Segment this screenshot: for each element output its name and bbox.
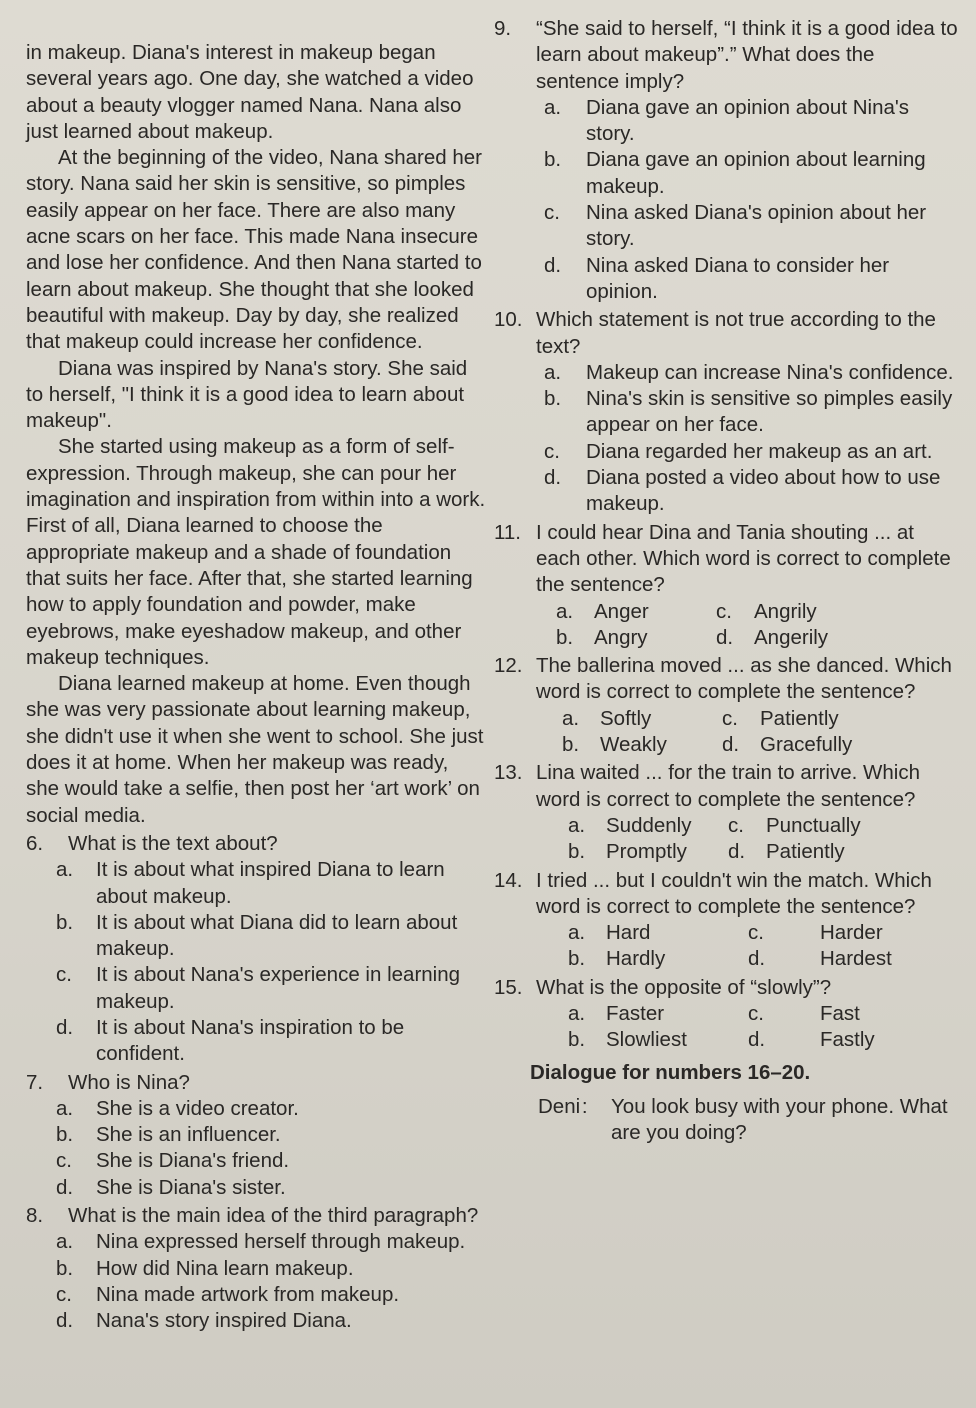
passage-paragraph-1: in makeup. Diana's interest in makeup began several years ago. One day, she watched a video about a beauty vlogger named Nana. Nana also just learned about makeup.: [26, 41, 474, 143]
option-a[interactable]: a. Diana gave an opinion about Nina's story.: [494, 95, 960, 148]
question-number: 6.: [26, 831, 44, 855]
question-15: [494, 975, 960, 1001]
question-10: [494, 307, 960, 360]
option-text: Nina made artwork from makeup.: [96, 1282, 400, 1306]
question-9: [494, 16, 960, 95]
option-c[interactable]: c. It is about Nana's experience in learning makeup.: [26, 962, 486, 1015]
option-c[interactable]: c. Angrily: [716, 599, 960, 625]
question-number: 9.: [494, 17, 512, 40]
option-text: Diana gave an opinion about learning makeup.: [586, 148, 926, 198]
dialogue-heading: Dialogue for numbers 16–20.: [530, 1060, 811, 1084]
option-b[interactable]: b. Slowliest: [568, 1027, 748, 1053]
option-b[interactable]: b. Nina's skin is sensitive so pimples easily appear on her face.: [494, 386, 960, 439]
passage-paragraph-5: Diana learned makeup at home. Even though she was very passionate about learning makeup, she didn't use it when she went to school. She just does it at home. When her makeup was ready, she would take a selfie, then post her ‘art work’ on social media.: [26, 672, 484, 827]
option-text: She is Diana's sister.: [96, 1175, 286, 1199]
question-text: Which statement is not true according to the text?: [536, 308, 936, 358]
option-d[interactable]: d. Fastly: [748, 1027, 960, 1053]
option-text: Faster: [606, 1001, 665, 1025]
dialogue-text: You look busy with your phone. What are you doing?: [611, 1094, 948, 1145]
question-number: 10.: [494, 308, 523, 332]
option-text: It is about Nana's inspiration to be confident.: [96, 1015, 405, 1066]
option-d[interactable]: d. She is Diana's sister.: [26, 1175, 486, 1201]
option-text: Anger: [594, 599, 649, 623]
option-c[interactable]: c. Diana regarded her makeup as an art.: [494, 439, 960, 465]
question-text: “She said to herself, “I think it is a good idea to learn about makeup”.” What does the sentence imply?: [536, 17, 958, 93]
question-number: 12.: [494, 654, 523, 678]
question-number: 7.: [26, 1070, 44, 1094]
option-b[interactable]: b. Angry: [556, 625, 716, 651]
option-text: Weakly: [600, 733, 667, 757]
option-c[interactable]: c. Nina asked Diana's opinion about her story.: [494, 200, 960, 253]
question-text: Lina waited ... for the train to arrive. Which word is correct to complete the sentence?: [536, 761, 920, 811]
option-a[interactable]: a. Nina expressed herself through makeup.: [26, 1229, 486, 1255]
passage-paragraph-4: She started using makeup as a form of self-expression. Through makeup, she can pour her imagination and inspiration from within into a work. First of all, Diana learned to choose the appropriate makeup and a shade of foundation that suits her face. After that, she started learning how to apply foundation and powder, make eyebrows, make eyeshadow makeup, and other makeup techniques.: [26, 435, 486, 669]
option-text: It is about what Diana did to learn about makeup.: [96, 910, 458, 961]
option-text: Gracefully: [760, 733, 853, 757]
question-text: What is the main idea of the third paragraph?: [68, 1204, 479, 1228]
question-11: [494, 520, 960, 599]
option-text: Fast: [820, 1001, 860, 1025]
option-d[interactable]: d. Gracefully: [722, 732, 960, 758]
option-text: Nana's story inspired Diana.: [96, 1309, 352, 1333]
option-c[interactable]: c. Patiently: [722, 706, 960, 732]
option-text: Punctually: [766, 813, 861, 837]
question-6: [26, 831, 486, 857]
option-a[interactable]: a. It is about what inspired Diana to learn about makeup.: [26, 857, 486, 910]
options-grid: [562, 706, 960, 759]
option-text: Hard: [606, 921, 651, 945]
option-text: Hardest: [820, 947, 892, 971]
option-c[interactable]: c. Nina made artwork from makeup.: [26, 1282, 486, 1308]
option-c[interactable]: c. She is Diana's friend.: [26, 1148, 486, 1174]
option-d[interactable]: d. Nina asked Diana to consider her opinion.: [494, 253, 960, 306]
dialogue-line: [538, 1094, 960, 1147]
option-c[interactable]: c. Fast: [748, 1001, 960, 1027]
option-text: Slowliest: [606, 1028, 687, 1052]
question-text: Who is Nina?: [68, 1070, 190, 1094]
option-b[interactable]: b. She is an influencer.: [26, 1122, 486, 1148]
question-number: 15.: [494, 975, 523, 999]
option-text: Angerily: [754, 625, 829, 649]
option-text: She is an influencer.: [96, 1123, 281, 1147]
question-text: What is the opposite of “slowly”?: [536, 975, 832, 999]
option-b[interactable]: b. Promptly: [568, 839, 728, 865]
options-grid: [556, 599, 960, 652]
question-text: I could hear Dina and Tania shouting ... at each other. Which word is correct to complete the sentence?: [536, 520, 951, 597]
option-a[interactable]: a. She is a video creator.: [26, 1096, 486, 1122]
option-text: Diana posted a video about how to use makeup.: [586, 466, 941, 516]
option-b[interactable]: b. Weakly: [562, 732, 722, 758]
option-a[interactable]: a. Softly: [562, 706, 722, 732]
question-text: I tried ... but I couldn't win the match. Which word is correct to complete the sentence?: [536, 868, 932, 918]
options-grid: [568, 1001, 960, 1054]
option-text: How did Nina learn makeup.: [96, 1256, 354, 1280]
option-text: Diana regarded her makeup as an art.: [586, 439, 933, 463]
option-c[interactable]: c. Punctually: [728, 813, 960, 839]
right-column: [494, 14, 960, 1146]
option-c[interactable]: c. Harder: [748, 920, 960, 946]
option-text: Hardly: [606, 947, 666, 971]
option-text: Suddenly: [606, 813, 692, 837]
option-b[interactable]: b. How did Nina learn makeup.: [26, 1256, 486, 1282]
option-text: Patiently: [766, 840, 845, 864]
question-text: What is the text about?: [68, 831, 278, 855]
option-d[interactable]: d. Hardest: [748, 946, 960, 972]
option-d[interactable]: d. Angerily: [716, 625, 960, 651]
option-a[interactable]: a. Makeup can increase Nina's confidence.: [494, 360, 960, 386]
question-14: [494, 868, 960, 921]
option-text: It is about what inspired Diana to learn about makeup.: [96, 858, 445, 908]
option-b[interactable]: b. Hardly: [568, 946, 748, 972]
option-text: Diana gave an opinion about Nina's story.: [586, 95, 910, 146]
option-text: Angrily: [754, 599, 817, 623]
question-number: 13.: [494, 761, 523, 785]
question-7: [26, 1070, 486, 1096]
question-12: [494, 653, 960, 706]
option-a[interactable]: a. Hard: [568, 920, 748, 946]
option-text: Nina expressed herself through makeup.: [96, 1230, 466, 1254]
options-grid: [568, 813, 960, 866]
left-column: [26, 40, 486, 1335]
option-text: Nina's skin is sensitive so pimples easily appear on her face.: [586, 387, 953, 437]
speaker-name: Deni: [538, 1094, 581, 1118]
option-text: Nina asked Diana to consider her opinion.: [586, 253, 890, 303]
option-text: She is a video creator.: [96, 1096, 299, 1120]
option-d[interactable]: d. Nana's story inspired Diana.: [26, 1308, 486, 1334]
passage-paragraph-3: Diana was inspired by Nana's story. She said to herself, "I think it is a good idea to learn about makeup".: [26, 356, 468, 433]
option-text: Angry: [594, 625, 648, 649]
option-a[interactable]: a. Suddenly: [568, 813, 728, 839]
options-grid: [568, 920, 960, 973]
option-a[interactable]: a. Anger: [556, 599, 716, 625]
option-text: Patiently: [760, 706, 839, 730]
option-text: Promptly: [606, 840, 687, 864]
option-text: Makeup can increase Nina's confidence.: [586, 360, 954, 384]
option-text: She is Diana's friend.: [96, 1149, 290, 1173]
question-text: The ballerina moved ... as she danced. Which word is correct to complete the sentence?: [536, 654, 952, 704]
question-8: [26, 1203, 486, 1229]
option-text: It is about Nana's experience in learning makeup.: [96, 963, 461, 1013]
passage-paragraph-2: At the beginning of the video, Nana shared her story. Nana said her skin is sensitive, so pimples easily appear on her face. There are also many acne scars on her face. This made Nana insecure and lose her confidence. And then Nana started to learn about makeup. She thought that she looked beautiful with makeup. Day by day, she realized that makeup could increase her confidence.: [26, 146, 482, 354]
option-a[interactable]: a. Faster: [568, 1001, 748, 1027]
option-b[interactable]: b. It is about what Diana did to learn about makeup.: [26, 910, 486, 963]
option-text: Nina asked Diana's opinion about her story.: [586, 201, 927, 251]
question-13: [494, 760, 960, 813]
option-d[interactable]: d. Diana posted a video about how to use makeup.: [494, 465, 960, 518]
option-d[interactable]: d. Patiently: [728, 839, 960, 865]
question-number: 8.: [26, 1204, 44, 1228]
option-b[interactable]: b. Diana gave an opinion about learning makeup.: [494, 147, 960, 200]
option-d[interactable]: d. It is about Nana's inspiration to be confident.: [26, 1015, 486, 1068]
speaker-colon: :: [581, 1094, 588, 1118]
option-text: Fastly: [820, 1028, 875, 1052]
question-number: 11.: [494, 520, 521, 544]
question-number: 14.: [494, 868, 523, 892]
option-text: Harder: [820, 921, 883, 945]
option-text: Softly: [600, 706, 652, 730]
